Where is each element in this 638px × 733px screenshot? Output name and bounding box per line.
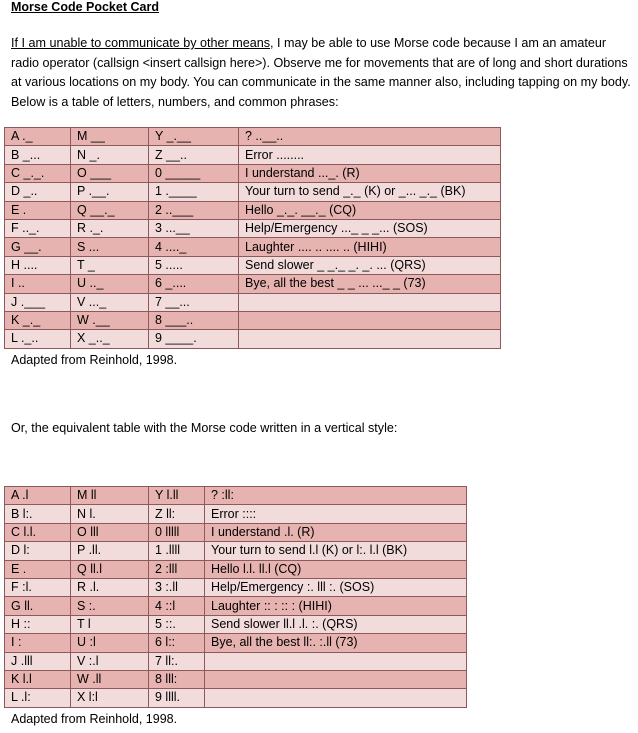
table-cell: 3 ...__ <box>149 219 239 237</box>
morse-table-vertical <box>4 486 467 708</box>
table-cell: J .lll <box>5 652 71 670</box>
table-cell: Y l.ll <box>149 487 205 505</box>
table-row <box>5 505 467 523</box>
table-cell: Laughter :: : :: : (HIHI) <box>205 597 467 615</box>
table-row <box>5 146 501 164</box>
table-cell: Hello _._. __._ (CQ) <box>239 201 501 219</box>
table-cell: H :: <box>5 615 71 633</box>
table-cell: E . <box>5 201 71 219</box>
table-cell: Error :::: <box>205 505 467 523</box>
table-cell: V :.l <box>71 652 149 670</box>
table-cell: C _._. <box>5 164 71 182</box>
table-cell: B l:. <box>5 505 71 523</box>
table-cell: P .ll. <box>71 542 149 560</box>
table-cell: T _ <box>71 256 149 274</box>
table-cell: Send slower _ _._ _. _. ... (QRS) <box>239 256 501 274</box>
table-cell: B _... <box>5 146 71 164</box>
table-cell: I understand .l. (R) <box>205 523 467 541</box>
table-row <box>5 219 501 237</box>
table-cell <box>205 670 467 688</box>
table-cell: 1 .____ <box>149 183 239 201</box>
table-cell <box>239 330 501 348</box>
table-cell <box>239 311 501 329</box>
table-cell: F :l. <box>5 578 71 596</box>
intro-text: , I may be able to use Morse code because I am an amateur radio operator (callsign <insert callsign here>). Observe me for movements that are of long and short durations at various locations on my body. You can communicate in the same manner also, including tapping on my body. Below is a table of letters, numbers, and common phrases: <box>11 36 631 109</box>
table-cell: 4 ::l <box>149 597 205 615</box>
table-cell: Help/Emergency ..._ _ _... (SOS) <box>239 219 501 237</box>
table-cell: Error ........ <box>239 146 501 164</box>
table-cell: I understand ..._. (R) <box>239 164 501 182</box>
table-row <box>5 689 467 707</box>
table-cell: 2 :lll <box>149 560 205 578</box>
table-cell: R .l. <box>71 578 149 596</box>
table-cell: 5 ..... <box>149 256 239 274</box>
table-cell: D _.. <box>5 183 71 201</box>
table-cell: 1 .llll <box>149 542 205 560</box>
table-cell: T l <box>71 615 149 633</box>
table-row <box>5 542 467 560</box>
table-cell: 0 lllll <box>149 523 205 541</box>
table-row <box>5 183 501 201</box>
table1-caption: Adapted from Reinhold, 1998. <box>11 353 178 367</box>
table-row <box>5 128 501 146</box>
table-row <box>5 652 467 670</box>
table-cell: E . <box>5 560 71 578</box>
table-cell: Help/Emergency :. lll :. (SOS) <box>205 578 467 596</box>
table-cell: 4 ...._ <box>149 238 239 256</box>
table-cell: ? :ll: <box>205 487 467 505</box>
table-cell: X l:l <box>71 689 149 707</box>
table-cell <box>205 652 467 670</box>
table-cell: P .__. <box>71 183 149 201</box>
table-cell: R ._. <box>71 219 149 237</box>
table-cell: S :. <box>71 597 149 615</box>
table-cell: 9 llll. <box>149 689 205 707</box>
table-row <box>5 293 501 311</box>
table-cell: Z ll: <box>149 505 205 523</box>
table-cell: I : <box>5 634 71 652</box>
table-cell: L .l: <box>5 689 71 707</box>
table-cell: 3 :.ll <box>149 578 205 596</box>
table-cell: U .._ <box>71 275 149 293</box>
table-row <box>5 597 467 615</box>
table-row <box>5 256 501 274</box>
table-cell: Z __.. <box>149 146 239 164</box>
table-cell: V ..._ <box>71 293 149 311</box>
table-cell: Q ll.l <box>71 560 149 578</box>
page-title: Morse Code Pocket Card <box>11 0 159 14</box>
table-cell: K _._ <box>5 311 71 329</box>
intro-paragraph <box>11 34 635 112</box>
table-cell: Send slower ll.l .l. :. (QRS) <box>205 615 467 633</box>
table-cell: 7 ll:. <box>149 652 205 670</box>
table-cell: 6 _.... <box>149 275 239 293</box>
table-cell: Hello l.l. ll.l (CQ) <box>205 560 467 578</box>
table-cell: Bye, all the best ll:. :.ll (73) <box>205 634 467 652</box>
table-cell: Your turn to send l.l (K) or l:. l.l (BK) <box>205 542 467 560</box>
table-cell: Your turn to send _._ (K) or _... _._ (BK) <box>239 183 501 201</box>
table-cell: 7 __... <box>149 293 239 311</box>
table-cell: M ll <box>71 487 149 505</box>
table-row <box>5 275 501 293</box>
table-cell: 9 ____. <box>149 330 239 348</box>
table-cell: H .... <box>5 256 71 274</box>
table-cell: O lll <box>71 523 149 541</box>
table-cell: X _.._ <box>71 330 149 348</box>
table-cell: Laughter .... .. .... .. (HIHI) <box>239 238 501 256</box>
table-row <box>5 634 467 652</box>
table-cell: L ._.. <box>5 330 71 348</box>
table-row <box>5 330 501 348</box>
table-cell: N l. <box>71 505 149 523</box>
table-row <box>5 560 467 578</box>
table-row <box>5 578 467 596</box>
table-cell: J .___ <box>5 293 71 311</box>
table-cell: N _. <box>71 146 149 164</box>
table-cell: A ._ <box>5 128 71 146</box>
table2-caption: Adapted from Reinhold, 1998. <box>11 712 178 726</box>
table-cell: F .._. <box>5 219 71 237</box>
table-cell <box>239 293 501 311</box>
vertical-style-intro: Or, the equivalent table with the Morse code written in a vertical style: <box>11 421 398 435</box>
table-cell: S ... <box>71 238 149 256</box>
table-cell: 0 _____ <box>149 164 239 182</box>
table-cell: M __ <box>71 128 149 146</box>
table-row <box>5 523 467 541</box>
table-cell: O ___ <box>71 164 149 182</box>
table-cell: Y _.__ <box>149 128 239 146</box>
table-cell: D l: <box>5 542 71 560</box>
table-row <box>5 201 501 219</box>
morse-table-horizontal <box>4 127 501 349</box>
table-row <box>5 311 501 329</box>
table-row <box>5 238 501 256</box>
table-row <box>5 670 467 688</box>
table-cell: K l.l <box>5 670 71 688</box>
table-cell: 5 ::. <box>149 615 205 633</box>
table-cell: W .__ <box>71 311 149 329</box>
table-cell: 6 l:: <box>149 634 205 652</box>
table-cell: I .. <box>5 275 71 293</box>
table-cell: G __. <box>5 238 71 256</box>
table-cell <box>205 689 467 707</box>
table-row <box>5 487 467 505</box>
intro-underlined: If I am unable to communicate by other means <box>11 36 271 50</box>
table-cell: 2 ..___ <box>149 201 239 219</box>
table-cell: ? ..__.. <box>239 128 501 146</box>
table-row <box>5 164 501 182</box>
table-cell: W .ll <box>71 670 149 688</box>
table-cell: G ll. <box>5 597 71 615</box>
table-cell: A .l <box>5 487 71 505</box>
table-cell: C l.l. <box>5 523 71 541</box>
table-cell: 8 ___.. <box>149 311 239 329</box>
table-cell: U :l <box>71 634 149 652</box>
table-cell: Q __._ <box>71 201 149 219</box>
table-cell: Bye, all the best _ _ ... ..._ _ (73) <box>239 275 501 293</box>
table-row <box>5 615 467 633</box>
table-cell: 8 lll: <box>149 670 205 688</box>
